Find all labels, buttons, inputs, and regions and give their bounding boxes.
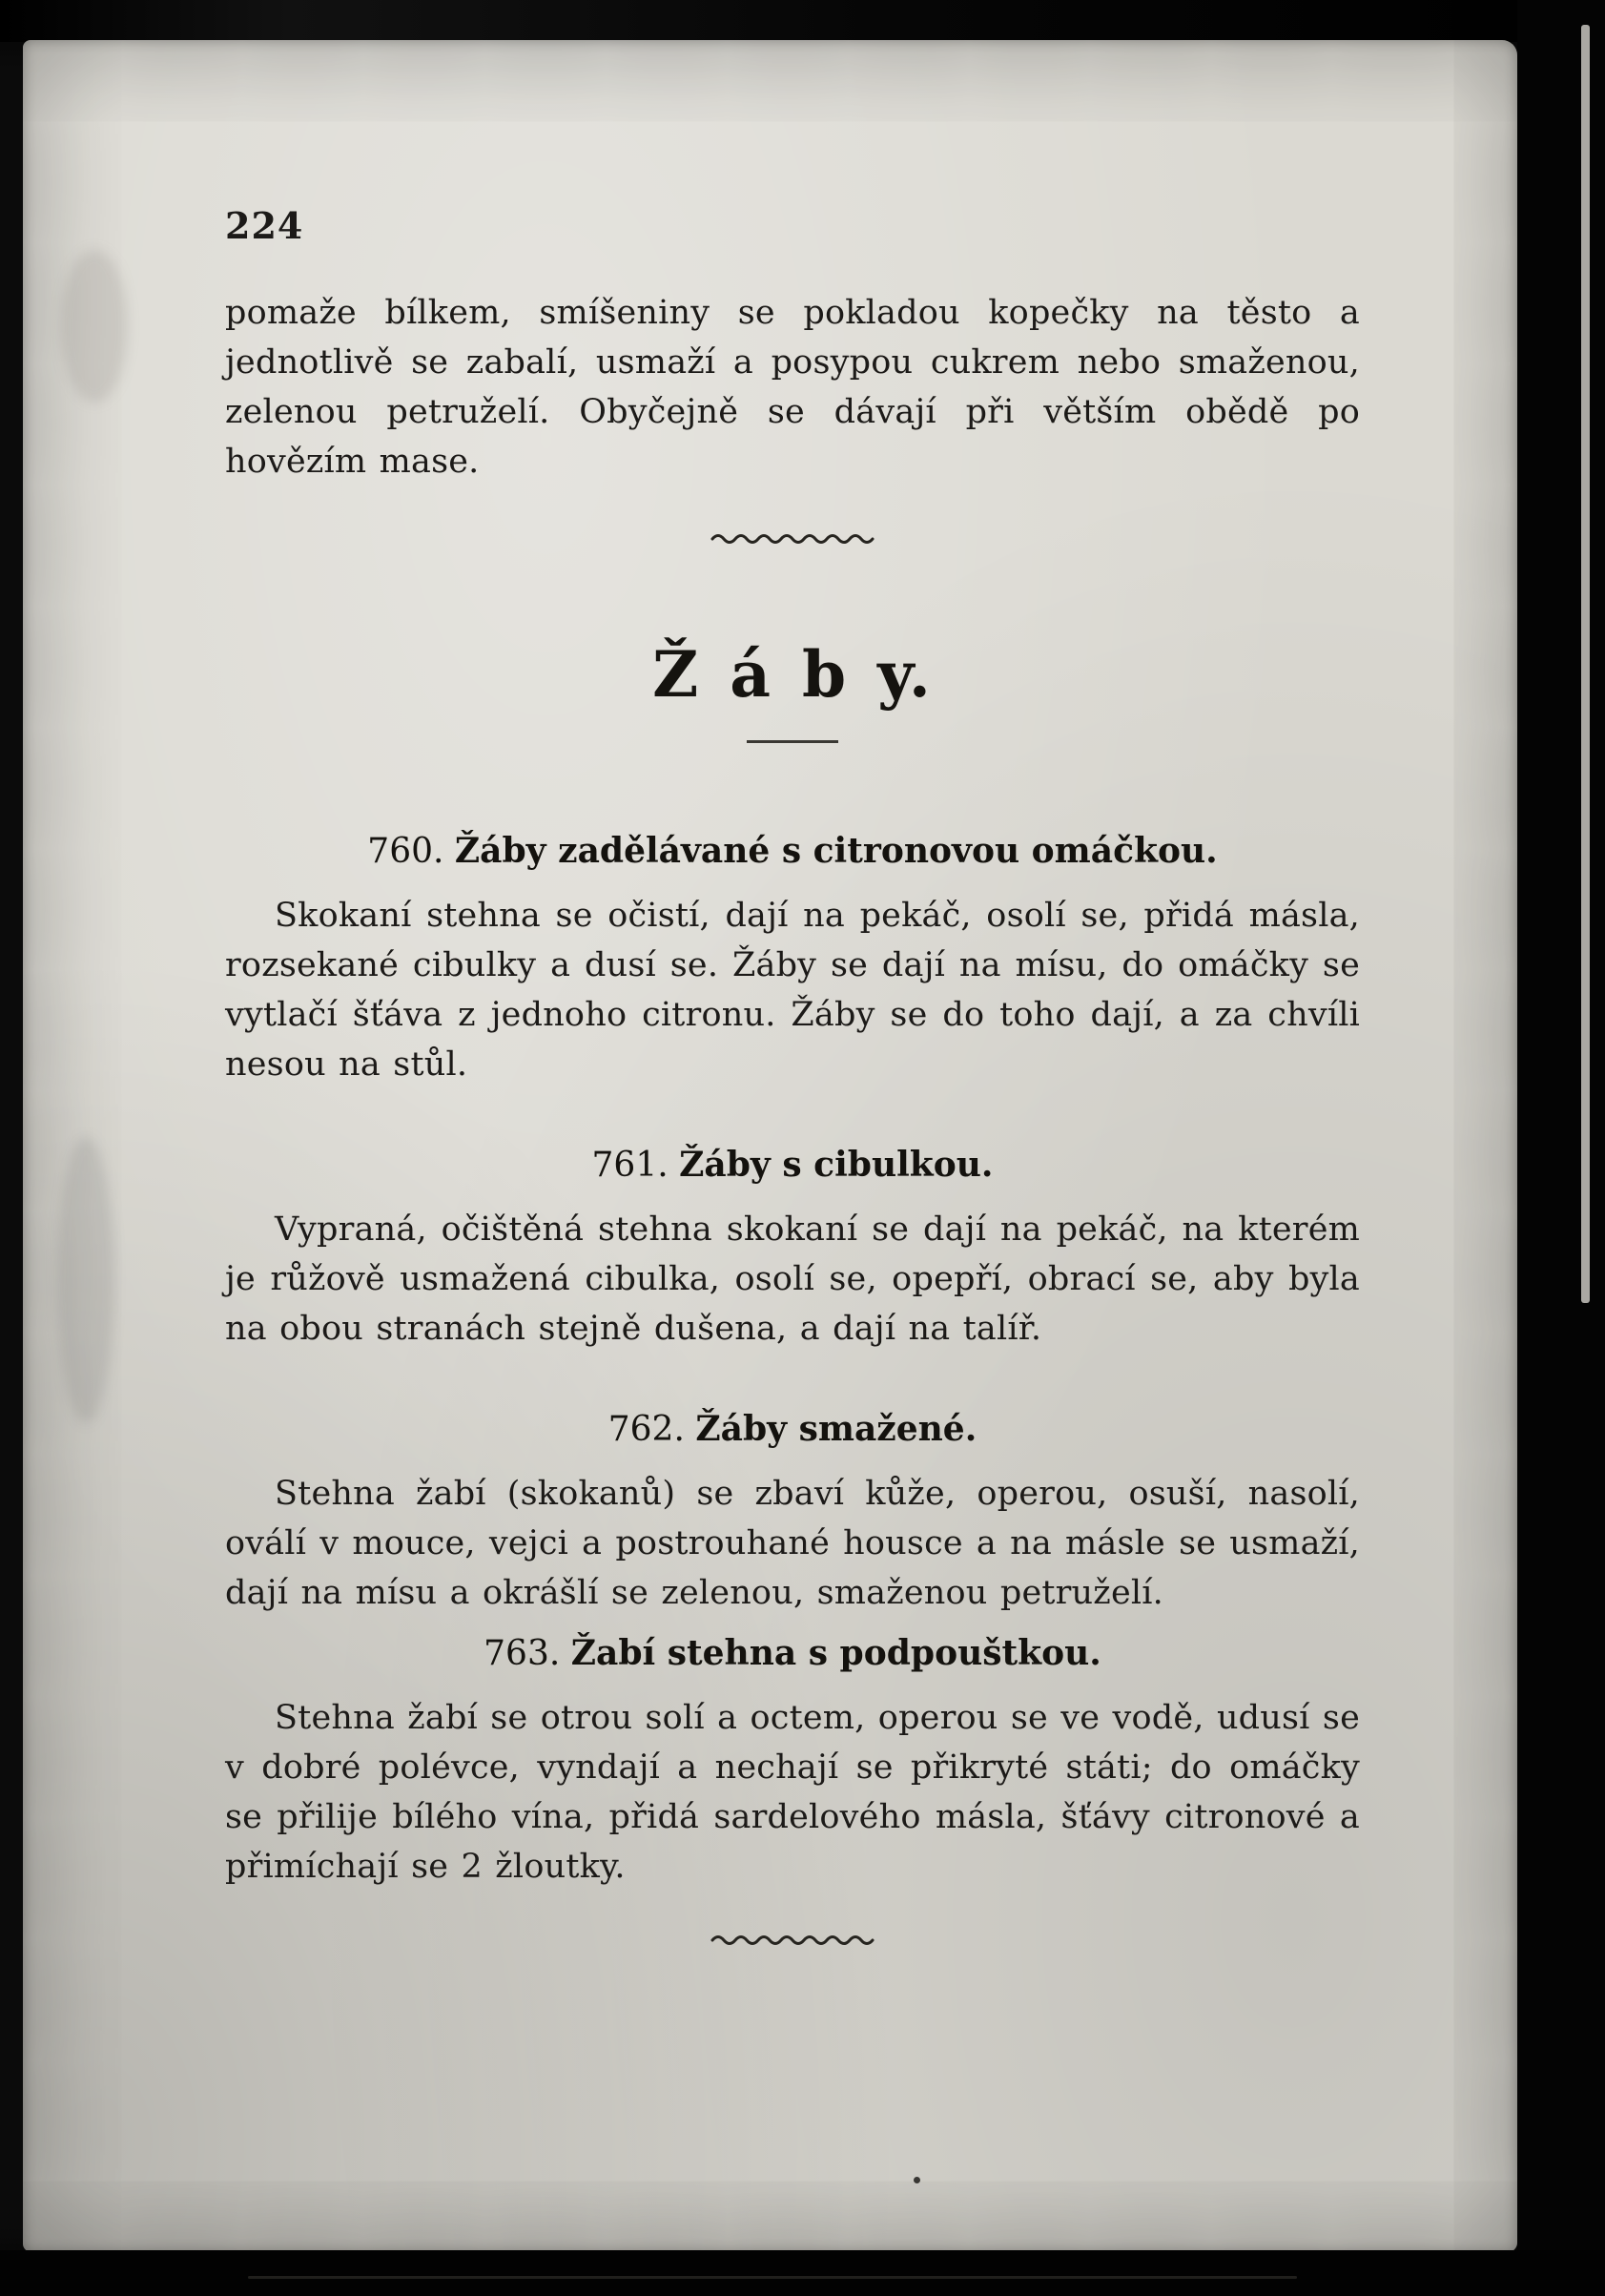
recipe-title: Žabí stehna s podpouštkou. xyxy=(570,1633,1101,1673)
scan-artifact xyxy=(57,1137,114,1423)
recipe-heading-762 xyxy=(225,1403,1360,1456)
scan-artifact xyxy=(61,250,128,403)
scan-speck xyxy=(914,2177,920,2183)
binding-shadow xyxy=(1517,0,1605,2296)
section-title: Ž á b y. xyxy=(652,637,933,712)
recipe-heading-763 xyxy=(225,1627,1360,1680)
scan-top-edge xyxy=(0,0,1605,42)
scan-bottom-edge xyxy=(0,2250,1605,2296)
page-number: 224 xyxy=(225,204,304,247)
scan-bottom-line xyxy=(248,2276,1297,2279)
recipe-number: 761. xyxy=(591,1146,669,1185)
recipe-number: 763. xyxy=(484,1634,561,1673)
divider-squiggle xyxy=(225,1932,1360,1951)
recipe-number: 760. xyxy=(367,832,444,871)
recipe-body-762: Stehna žabí (skokanů) se zbaví kůže, operou, osuší, nasolí, oválí v mouce, vejci a postrouhané housce a na másle se usmaží, dají na mísu a okrášlí se zelenou, smaženou petruželí. xyxy=(225,1475,1360,1612)
squiggle-icon xyxy=(697,1932,888,1947)
recipe-title: Žáby zadělávané s citronovou omáčkou. xyxy=(454,831,1218,871)
divider-squiggle xyxy=(225,530,1360,549)
recipe-title: Žáby s cibulkou. xyxy=(679,1145,994,1185)
page-edge-highlight xyxy=(1581,25,1590,1303)
intro-paragraph: pomaže bílkem, smíšeniny se pokladou kopečky na těsto a jednotlivě se zabalí, usmaží a posypou cukrem nebo smaženou, zelenou petruželí. Obyčejně se dávají při větším obědě po hovězím mase. xyxy=(225,294,1360,481)
page-content xyxy=(225,40,1360,1951)
recipe-body-761: Vypraná, očištěná stehna skokaní se dají na pekáč, na kterém je růžově usmažená cibulka, osolí se, opepří, obrací se, aby byla na obou stranách stejně dušena, a dají na talíř. xyxy=(225,1210,1360,1348)
recipe-heading-761 xyxy=(225,1139,1360,1191)
squiggle-icon xyxy=(702,530,883,546)
recipe-body-763: Stehna žabí se otrou solí a octem, operou se ve vodě, udusí se v dobré polévce, vyndají a nechají se přikryté státi; do omáčky se přilije bílého vína, přidá sardelového másla, šťávy citronové a přimíchají se 2 žloutky. xyxy=(225,1699,1360,1886)
recipe-heading-760 xyxy=(225,825,1360,878)
recipe-number: 762. xyxy=(607,1410,685,1449)
book-page xyxy=(23,40,1517,2252)
recipe-title: Žáby smažené. xyxy=(695,1409,977,1449)
recipe-body-760: Skokaní stehna se očistí, dají na pekáč, osolí se, přidá másla, rozsekané cibulky a dusí se. Žáby se dají na mísu, do omáčky se vytlačí šťáva z jednoho citronu. Žáby se do toho dají, a za chvíli nesou na stůl. xyxy=(225,897,1360,1084)
title-rule xyxy=(747,740,838,743)
